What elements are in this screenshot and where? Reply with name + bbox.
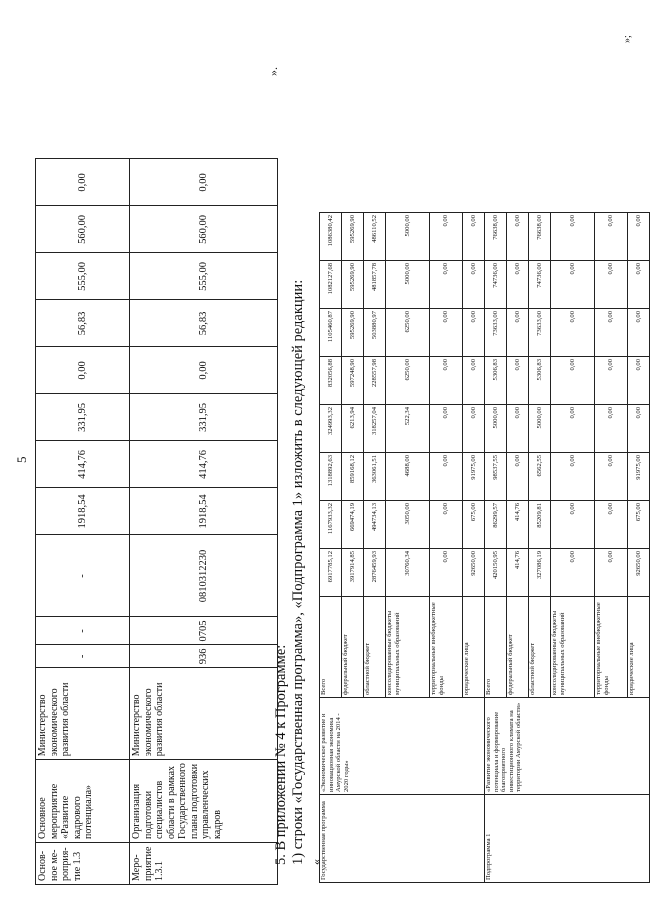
amount-cell: 1318892,63 bbox=[320, 453, 342, 501]
value-cell: 555,00 bbox=[130, 253, 278, 300]
amount-cell: 0,00 bbox=[595, 357, 628, 405]
amount-cell: 595269,90 bbox=[342, 261, 364, 309]
value-cell: 56,83 bbox=[130, 300, 278, 347]
activities-table bbox=[35, 158, 278, 885]
amount-cell: 669474,19 bbox=[342, 501, 364, 549]
program-type-cell: Государственная программа bbox=[320, 795, 485, 883]
amount-cell: 91975,00 bbox=[628, 453, 650, 501]
value-cell: 0,00 bbox=[130, 347, 278, 394]
table-row bbox=[485, 213, 507, 883]
amount-cell: 0,00 bbox=[507, 405, 529, 453]
amount-cell: 5000,00 bbox=[386, 213, 430, 261]
funding-source-cell: Всего bbox=[485, 597, 507, 698]
amount-cell: 414,76 bbox=[507, 501, 529, 549]
rzpr-cell: 0705 bbox=[130, 617, 278, 645]
amount-cell: 1105460,87 bbox=[320, 309, 342, 357]
program-name-cell: «Экономическое развитие и инновационная экономика Амурской области на 2014 - 2020 годы» bbox=[320, 698, 485, 795]
amount-cell: 5306,83 bbox=[485, 357, 507, 405]
value-cell: 1918,54 bbox=[130, 488, 278, 535]
amount-cell: 85209,81 bbox=[529, 501, 551, 549]
value-cell: 0,00 bbox=[36, 347, 130, 394]
value-cell: 1918,54 bbox=[36, 488, 130, 535]
amount-cell: 1086380,42 bbox=[320, 213, 342, 261]
value-cell: 414,76 bbox=[130, 441, 278, 488]
funding-source-cell: областной бюджет bbox=[529, 597, 551, 698]
amount-cell: 0,00 bbox=[430, 357, 463, 405]
table-row bbox=[130, 159, 278, 885]
amount-cell: 0,00 bbox=[463, 357, 485, 405]
amount-cell: 1167933,32 bbox=[320, 501, 342, 549]
funding-source-cell: федеральный бюджет bbox=[507, 597, 529, 698]
amount-cell: 675,00 bbox=[463, 501, 485, 549]
funding-source-cell: федеральный бюджет bbox=[342, 597, 364, 698]
amount-cell: 0,00 bbox=[595, 261, 628, 309]
funding-source-cell: Всего bbox=[320, 597, 342, 698]
amount-cell: 832056,88 bbox=[320, 357, 342, 405]
amount-cell: 1082127,68 bbox=[320, 261, 342, 309]
amount-cell: 0,00 bbox=[551, 549, 595, 597]
amount-cell: 420150,95 bbox=[485, 549, 507, 597]
grbs-cell: - bbox=[36, 645, 130, 668]
amount-cell: 5306,83 bbox=[529, 357, 551, 405]
amount-cell: 5000,00 bbox=[485, 405, 507, 453]
program-name-cell: «Развитие экономического потенциала и формирование благоприятного инвестиционного климата на территории Амурской области» bbox=[485, 698, 650, 795]
amount-cell: 0,00 bbox=[551, 453, 595, 501]
amount-cell: 76638,00 bbox=[529, 213, 551, 261]
funding-source-cell: консолидированные бюджеты муниципальных образований bbox=[386, 597, 430, 698]
amount-cell: 86299,57 bbox=[485, 501, 507, 549]
amount-cell: 318257,04 bbox=[364, 405, 386, 453]
amount-cell: 363061,51 bbox=[364, 453, 386, 501]
value-cell: 0,00 bbox=[130, 159, 278, 206]
funding-table bbox=[319, 212, 650, 883]
page-number: 5 bbox=[14, 456, 29, 463]
amount-cell: 5000,00 bbox=[386, 261, 430, 309]
program-type-cell: Подпрограмма 1 bbox=[485, 795, 650, 883]
amount-cell: 3917914,85 bbox=[342, 549, 364, 597]
funding-source-cell: областной бюджет bbox=[364, 597, 386, 698]
amount-cell: 481857,78 bbox=[364, 261, 386, 309]
amount-cell: 74736,00 bbox=[485, 261, 507, 309]
amount-cell: 0,00 bbox=[551, 405, 595, 453]
amount-cell: 675,00 bbox=[628, 501, 650, 549]
amount-cell: 0,00 bbox=[628, 357, 650, 405]
amount-cell: 6562,55 bbox=[529, 453, 551, 501]
amount-cell: 0,00 bbox=[507, 261, 529, 309]
amount-cell: 0,00 bbox=[595, 549, 628, 597]
grbs-cell: 936 bbox=[130, 645, 278, 668]
amount-cell: 494734,13 bbox=[364, 501, 386, 549]
value-cell: 331,95 bbox=[36, 394, 130, 441]
amount-cell: 92650,00 bbox=[463, 549, 485, 597]
amount-cell: 0,00 bbox=[430, 261, 463, 309]
value-cell: 56,83 bbox=[36, 300, 130, 347]
row-type-cell: Основ-ное ме-роприя-тие 1.3 bbox=[36, 843, 130, 885]
amount-cell: 6917785,12 bbox=[320, 549, 342, 597]
amount-cell: 0,00 bbox=[551, 213, 595, 261]
amount-cell: 414,76 bbox=[507, 549, 529, 597]
table-row bbox=[36, 159, 130, 885]
amount-cell: 0,00 bbox=[551, 261, 595, 309]
amount-cell: 0,00 bbox=[628, 405, 650, 453]
amount-cell: 0,00 bbox=[430, 309, 463, 357]
amount-cell: 98537,55 bbox=[485, 453, 507, 501]
row-title-cell: Организация подготовки специалистов области в рамках Государственного плана подготовки управленческих кадров bbox=[130, 760, 278, 843]
funding-source-cell: территориальные внебюджетные фонды bbox=[595, 597, 628, 698]
amount-cell: 486110,52 bbox=[364, 213, 386, 261]
section-subheading: 1) строки «Государственная программа», «Подпрограмма 1» изложить в следующей редакции: bbox=[290, 279, 306, 865]
amount-cell: 0,00 bbox=[430, 549, 463, 597]
funding-source-cell: территориальные внебюджетные фонды bbox=[430, 597, 463, 698]
responsible-cell: Министерство экономического развития области bbox=[130, 668, 278, 760]
amount-cell: 0,00 bbox=[430, 453, 463, 501]
amount-cell: 228557,98 bbox=[364, 357, 386, 405]
funding-source-cell: юридические лица bbox=[463, 597, 485, 698]
funding-source-cell: консолидированные бюджеты муниципальных образований bbox=[551, 597, 595, 698]
amount-cell: 0,00 bbox=[430, 501, 463, 549]
amount-cell: 92650,00 bbox=[628, 549, 650, 597]
responsible-cell: Министерство экономического развития области bbox=[36, 668, 130, 760]
value-cell: 331,95 bbox=[130, 394, 278, 441]
value-cell: 560,00 bbox=[36, 206, 130, 253]
amount-cell: 73633,00 bbox=[485, 309, 507, 357]
amount-cell: 0,00 bbox=[595, 405, 628, 453]
amount-cell: 74736,00 bbox=[529, 261, 551, 309]
amount-cell: 0,00 bbox=[463, 309, 485, 357]
section-heading: 5. В приложении № 4 к Программе: bbox=[273, 644, 289, 865]
amount-cell: 6213,94 bbox=[342, 405, 364, 453]
amount-cell: 522,34 bbox=[386, 405, 430, 453]
amount-cell: 0,00 bbox=[628, 309, 650, 357]
opening-quote: « bbox=[309, 859, 323, 865]
amount-cell: 0,00 bbox=[463, 213, 485, 261]
amount-cell: 2876459,93 bbox=[364, 549, 386, 597]
row-type-cell: Меро-приятие 1.3.1 bbox=[130, 843, 278, 885]
amount-cell: 0,00 bbox=[628, 213, 650, 261]
amount-cell: 0,00 bbox=[551, 309, 595, 357]
value-cell: 560,00 bbox=[130, 206, 278, 253]
amount-cell: 30760,34 bbox=[386, 549, 430, 597]
funding-source-cell: юридические лица bbox=[628, 597, 650, 698]
amount-cell: 0,00 bbox=[595, 213, 628, 261]
amount-cell: 0,00 bbox=[507, 453, 529, 501]
amount-cell: 0,00 bbox=[430, 213, 463, 261]
amount-cell: 0,00 bbox=[595, 501, 628, 549]
amount-cell: 0,00 bbox=[507, 309, 529, 357]
amount-cell: 0,00 bbox=[628, 261, 650, 309]
amount-cell: 0,00 bbox=[551, 501, 595, 549]
csr-cell: - bbox=[36, 535, 130, 617]
amount-cell: 595269,90 bbox=[342, 213, 364, 261]
amount-cell: 5000,00 bbox=[529, 405, 551, 453]
closing-quote-2: »; bbox=[622, 35, 633, 43]
amount-cell: 327086,19 bbox=[529, 549, 551, 597]
amount-cell: 76638,00 bbox=[485, 213, 507, 261]
amount-cell: 91975,00 bbox=[463, 453, 485, 501]
rzpr-cell: - bbox=[36, 617, 130, 645]
table-row bbox=[320, 213, 342, 883]
amount-cell: 0,00 bbox=[595, 309, 628, 357]
value-cell: 414,76 bbox=[36, 441, 130, 488]
amount-cell: 597248,90 bbox=[342, 357, 364, 405]
amount-cell: 6250,00 bbox=[386, 357, 430, 405]
row-title-cell: Основное мероприятие «Развитие кадрового потенциала» bbox=[36, 760, 130, 843]
amount-cell: 3050,00 bbox=[386, 501, 430, 549]
value-cell: 555,00 bbox=[36, 253, 130, 300]
amount-cell: 0,00 bbox=[507, 213, 529, 261]
amount-cell: 4688,00 bbox=[386, 453, 430, 501]
amount-cell: 0,00 bbox=[463, 261, 485, 309]
amount-cell: 6250,00 bbox=[386, 309, 430, 357]
amount-cell: 0,00 bbox=[551, 357, 595, 405]
closing-quote: ». bbox=[266, 67, 280, 76]
amount-cell: 503880,97 bbox=[364, 309, 386, 357]
amount-cell: 0,00 bbox=[507, 357, 529, 405]
amount-cell: 73633,00 bbox=[529, 309, 551, 357]
amount-cell: 595269,90 bbox=[342, 309, 364, 357]
amount-cell: 859168,12 bbox=[342, 453, 364, 501]
csr-cell: 0810312230 bbox=[130, 535, 278, 617]
amount-cell: 324993,32 bbox=[320, 405, 342, 453]
amount-cell: 0,00 bbox=[463, 405, 485, 453]
amount-cell: 0,00 bbox=[430, 405, 463, 453]
amount-cell: 0,00 bbox=[595, 453, 628, 501]
value-cell: 0,00 bbox=[36, 159, 130, 206]
